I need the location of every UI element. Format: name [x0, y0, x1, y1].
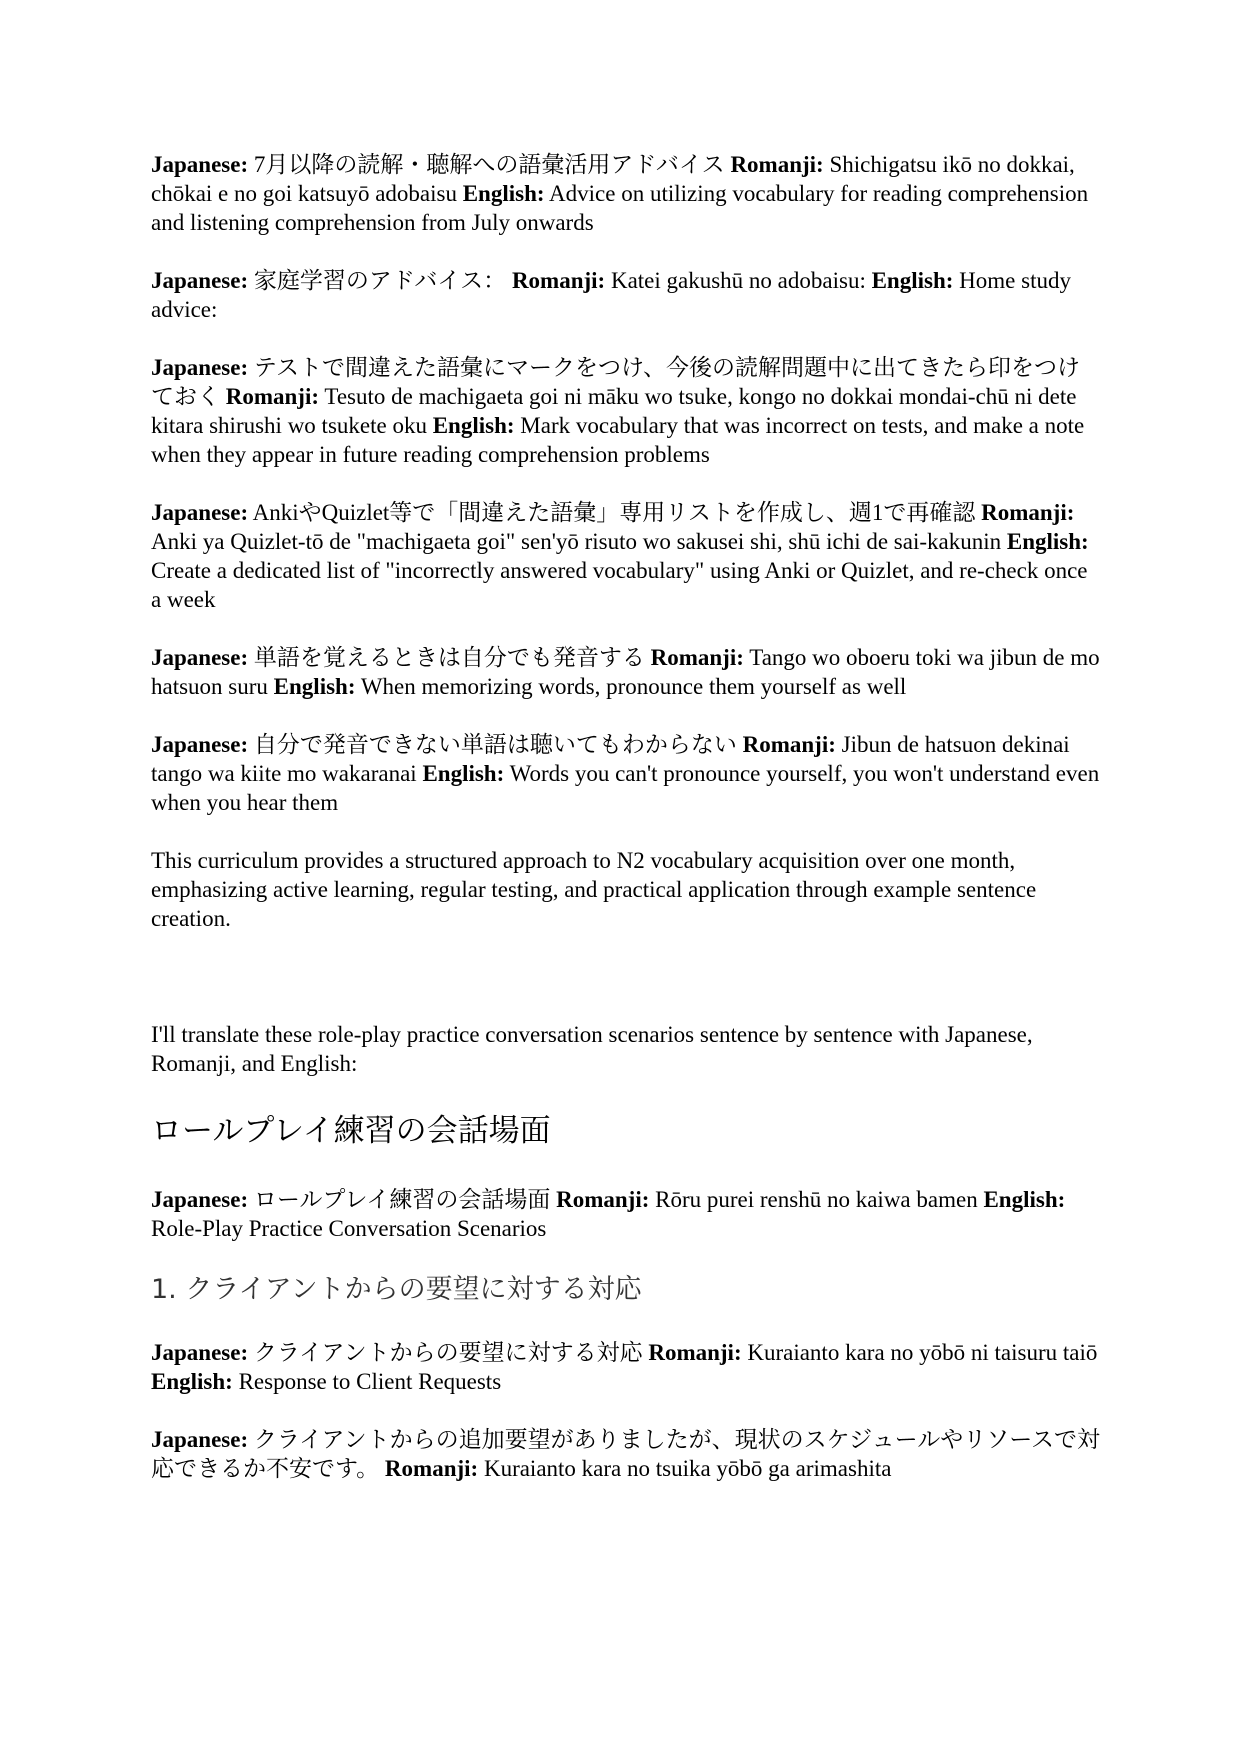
english-text: Advice on utilizing vocabulary for reading comprehension and listening comprehension from July onwards [151, 181, 1089, 235]
translation-entry [151, 1338, 1101, 1396]
translation-entry [151, 150, 1101, 237]
japanese-label: Japanese: [151, 645, 249, 670]
english-text: Mark vocabulary that was incorrect on tests, and make a note when they appear in future reading comprehension problems [151, 413, 1085, 467]
romanji-label: Romanji: [981, 500, 1075, 525]
document-page [151, 150, 1101, 1512]
translation-entry [151, 353, 1101, 469]
romanji-label: Romanji: [742, 732, 836, 757]
japanese-text: 家庭学習のアドバイス： [253, 268, 507, 293]
romanji-label: Romanji: [556, 1187, 650, 1212]
japanese-text: ロールプレイ練習の会話場面 [253, 1187, 551, 1212]
english-label: English: [151, 1369, 233, 1394]
japanese-text: 7月以降の読解・聴解への語彙活用アドバイス [253, 152, 725, 177]
english-text: Words you can't pronounce yourself, you won't understand even when you hear them [151, 761, 1100, 815]
romanji-text: Jibun de hatsuon dekinai tango wa kiite mo wakaranai [151, 732, 1070, 786]
romanji-label: Romanji: [225, 384, 320, 409]
english-text: Role-Play Practice Conversation Scenarios [151, 1216, 547, 1241]
intro-paragraph: I'll translate these role-play practice conversation scenarios sentence by sentence with Japanese, Romanji, and English: [151, 1022, 1033, 1076]
japanese-label: Japanese: [151, 732, 249, 757]
english-text: Home study advice: [151, 268, 1071, 322]
translation-entry [151, 730, 1101, 817]
english-text: Response to Client Requests [238, 1369, 502, 1394]
romanji-label: Romanji: [511, 268, 606, 293]
japanese-label: Japanese: [151, 355, 249, 380]
translation-entry [151, 643, 1101, 701]
subsection-heading: 1. クライアントからの要望に対する対応 [151, 1274, 642, 1305]
japanese-text: 自分で発音できない単語は聴いてもわからない [253, 732, 737, 757]
summary-paragraph: This curriculum provides a structured approach to N2 vocabulary acquisition over one month, emphasizing active learning, regular testing, and practical application through example sentence creation. [151, 848, 1037, 931]
english-label: English: [1006, 529, 1089, 554]
romanji-label: Romanji: [650, 645, 744, 670]
japanese-label: Japanese: [151, 1427, 249, 1452]
english-label: English: [422, 761, 505, 786]
english-label: English: [871, 268, 954, 293]
english-label: English: [462, 181, 545, 206]
romanji-label: Romanji: [384, 1456, 479, 1481]
romanji-text: Katei gakushū no adobaisu: [610, 268, 866, 293]
romanji-text: Shichigatsu ikō no dokkai, chōkai e no goi katsuyō adobaisu [151, 152, 1075, 206]
romanji-text: Kuraianto kara no tsuika yōbō ga arimashita [483, 1456, 892, 1481]
japanese-label: Japanese: [151, 1187, 249, 1212]
romanji-text: Anki ya Quizlet-tō de "machigaeta goi" sen'yō risuto wo sakusei shi, shū ichi de sai-kakunin [151, 529, 1002, 554]
english-label: English: [983, 1187, 1066, 1212]
romanji-text: Rōru purei renshū no kaiwa bamen [655, 1187, 978, 1212]
japanese-text: クライアントからの要望に対する対応 [253, 1340, 643, 1365]
romanji-text: Tesuto de machigaeta goi ni māku wo tsuke, kongo no dokkai mondai-chū ni dete kitara shirushi wo tsukete oku [151, 384, 1077, 438]
translation-entry [151, 1185, 1101, 1243]
english-text: Create a dedicated list of "incorrectly answered vocabulary" using Anki or Quizlet, and re-check once a week [151, 558, 1088, 612]
japanese-label: Japanese: [151, 500, 249, 525]
english-label: English: [432, 413, 515, 438]
translation-entry [151, 498, 1101, 614]
romanji-text: Kuraianto kara no yōbō ni taisuru taiō [747, 1340, 1098, 1365]
japanese-text: クライアントからの追加要望がありましたが、現状のスケジュールやリソースで対応できるか不安です。 [151, 1427, 1101, 1481]
english-text: When memorizing words, pronounce them yourself as well [360, 674, 907, 699]
english-label: English: [273, 674, 356, 699]
japanese-text: テストで間違えた語彙にマークをつけ、今後の読解問題中に出てきたら印をつけておく [151, 355, 1081, 409]
japanese-text: 単語を覚えるときは自分でも発音する [253, 645, 645, 670]
section-spacer [151, 962, 1101, 1020]
romanji-label: Romanji: [730, 152, 824, 177]
japanese-label: Japanese: [151, 1340, 249, 1365]
japanese-label: Japanese: [151, 268, 249, 293]
translation-entry [151, 266, 1101, 324]
romanji-text: Tango wo oboeru toki wa jibun de mo hatsuon suru [151, 645, 1100, 699]
japanese-text: AnkiやQuizlet等で「間違えた語彙」専用リストを作成し、週1で再確認 [252, 500, 976, 525]
japanese-label: Japanese: [151, 152, 249, 177]
section-heading: ロールプレイ練習の会話場面 [151, 1113, 551, 1149]
translation-entry [151, 1425, 1101, 1483]
romanji-label: Romanji: [648, 1340, 742, 1365]
